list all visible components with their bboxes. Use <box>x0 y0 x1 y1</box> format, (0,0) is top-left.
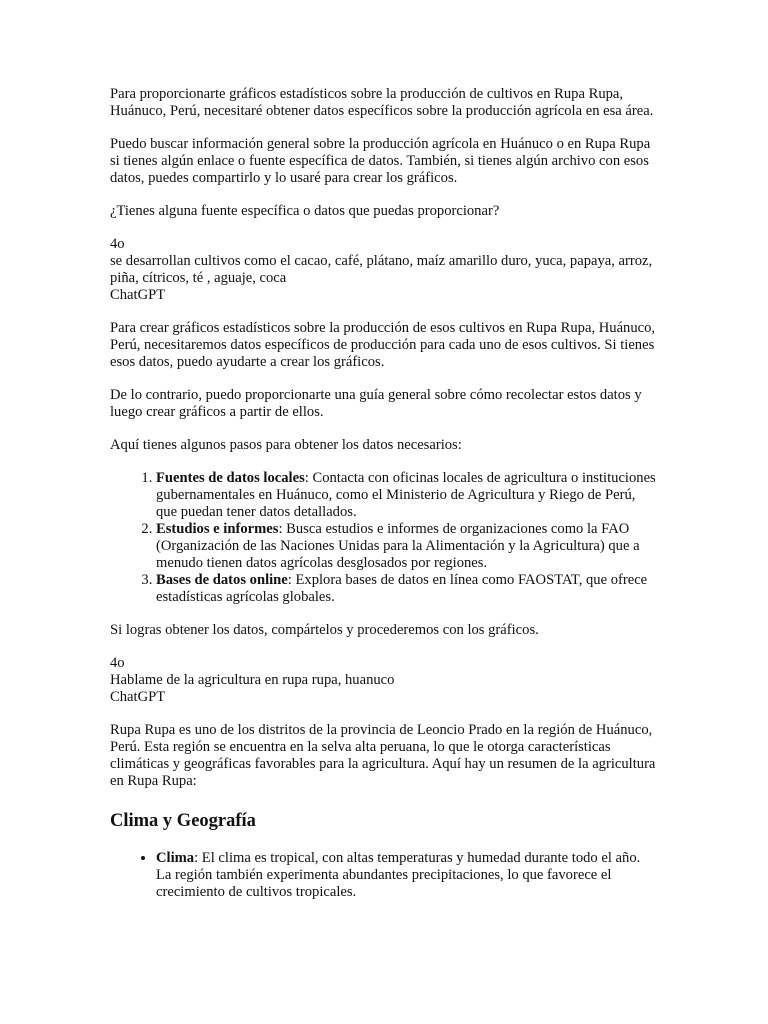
user-turn-2 <box>110 655 658 706</box>
step-title: Fuentes de datos locales <box>156 470 305 486</box>
user-message: se desarrollan cultivos como el cacao, café, plátano, maíz amarillo duro, yuca, papaya, arroz, piña, cítricos, té , aguaje, coca <box>110 253 653 286</box>
intro-paragraph-1: Para proporcionarte gráficos estadísticos sobre la producción de cultivos en Rupa Rupa, Huánuco, Perú, necesitaré obtener datos específicos sobre la producción agrícola en esa área. <box>110 86 654 119</box>
reply-1-paragraph-3: Aquí tienes algunos pasos para obtener los datos necesarios: <box>110 437 462 453</box>
list-item <box>156 572 658 606</box>
steps-list <box>110 470 658 606</box>
model-label: 4o <box>110 655 125 671</box>
document-page <box>110 86 658 901</box>
bullet-title: Clima <box>156 850 195 866</box>
reply-1-paragraph-4: Si logras obtener los datos, compártelos y procederemos con los gráficos. <box>110 622 539 638</box>
step-title: Estudios e informes <box>156 521 279 537</box>
reply-2-paragraph-1: Rupa Rupa es uno de los distritos de la provincia de Leoncio Prado en la región de Huánuco, Perú. Esta región se encuentra en la selva alta peruana, lo que le otorga características climáticas y geográficas favorables para la agricultura. Aquí hay un resumen de la agricultura en Rupa Rupa: <box>110 722 656 789</box>
intro-paragraph-3: ¿Tienes alguna fuente específica o datos que puedas proporcionar? <box>110 203 500 219</box>
list-item <box>156 521 658 572</box>
user-message: Hablame de la agricultura en rupa rupa, huanuco <box>110 672 395 688</box>
intro-paragraph-2: Puedo buscar información general sobre la producción agrícola en Huánuco o en Rupa Rupa si tienes algún enlace o fuente específica de datos. También, si tienes algún archivo con esos datos, puedes compartirlo y lo usaré para crear los gráficos. <box>110 136 651 186</box>
step-text: : Contacta con oficinas locales de agricultura o instituciones gubernamentales en Huánuco, como el Ministerio de Agricultura y Riego de Perú, que puedan tener datos detallados. <box>156 470 656 520</box>
model-label: 4o <box>110 236 125 252</box>
step-text: : Busca estudios e informes de organizaciones como la FAO (Organización de las Naciones Unidas para la Alimentación y la Agricultura) que a menudo tienen datos agrícolas desglosados por regiones. <box>156 521 640 571</box>
reply-1-paragraph-2: De lo contrario, puedo proporcionarte una guía general sobre cómo recolectar estos datos y luego crear gráficos a partir de ellos. <box>110 387 642 420</box>
responder-label: ChatGPT <box>110 287 166 303</box>
list-item <box>156 470 658 521</box>
step-title: Bases de datos online <box>156 572 288 588</box>
user-turn-1 <box>110 236 658 304</box>
step-text: : Explora bases de datos en línea como FAOSTAT, que ofrece estadísticas agrícolas globales. <box>156 572 648 605</box>
section-heading: Clima y Geografía <box>110 811 256 831</box>
bullet-text: : El clima es tropical, con altas temperaturas y humedad durante todo el año. La región también experimenta abundantes precipitaciones, lo que favorece el crecimiento de cultivos tropicales. <box>156 850 641 900</box>
reply-1-paragraph-1: Para crear gráficos estadísticos sobre la producción de esos cultivos en Rupa Rupa, Huánuco, Perú, necesitaremos datos específicos de producción para cada uno de esos cultivos. Si tienes esos datos, puedo ayudarte a crear los gráficos. <box>110 320 656 370</box>
bullet-list <box>110 850 658 901</box>
list-item <box>156 850 658 901</box>
responder-label: ChatGPT <box>110 689 166 705</box>
